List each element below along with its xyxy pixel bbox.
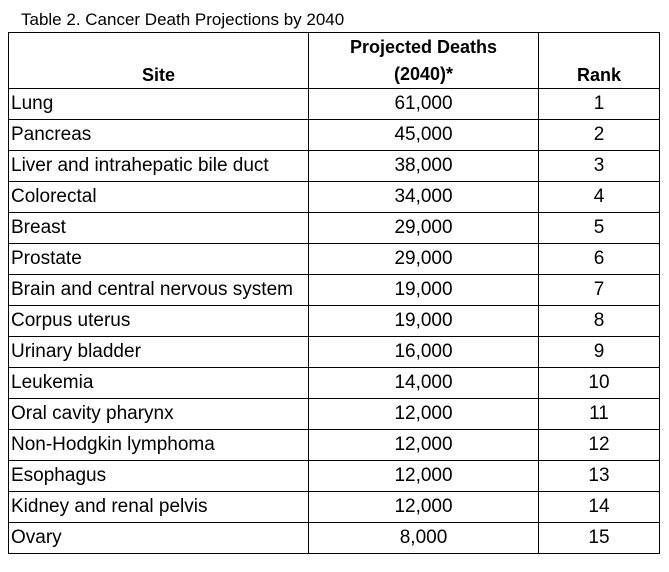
table-row	[9, 151, 660, 182]
table-row	[9, 244, 660, 275]
table-row	[9, 461, 660, 492]
deaths-cell: 45,000	[309, 120, 539, 151]
site-cell: Liver and intrahepatic bile duct	[9, 151, 309, 182]
rank-cell: 3	[539, 151, 660, 182]
rank-cell: 11	[539, 399, 660, 430]
site-cell: Lung	[9, 89, 309, 120]
deaths-cell: 12,000	[309, 399, 539, 430]
site-cell: Corpus uterus	[9, 306, 309, 337]
deaths-cell: 19,000	[309, 275, 539, 306]
rank-cell: 2	[539, 120, 660, 151]
site-cell: Breast	[9, 213, 309, 244]
rank-cell: 9	[539, 337, 660, 368]
table-row	[9, 368, 660, 399]
site-cell: Pancreas	[9, 120, 309, 151]
table-header	[9, 33, 660, 89]
header-rank: Rank	[539, 33, 660, 89]
rank-cell: 6	[539, 244, 660, 275]
header-row	[9, 33, 660, 89]
deaths-cell: 38,000	[309, 151, 539, 182]
table-row	[9, 89, 660, 120]
header-projected-deaths-line2: (2040)*	[393, 64, 454, 84]
table-row	[9, 275, 660, 306]
deaths-cell: 34,000	[309, 182, 539, 213]
site-cell: Prostate	[9, 244, 309, 275]
site-cell: Kidney and renal pelvis	[9, 492, 309, 523]
table-row	[9, 430, 660, 461]
table-row	[9, 523, 660, 554]
deaths-cell: 29,000	[309, 244, 539, 275]
header-projected-deaths	[309, 33, 539, 89]
rank-cell: 5	[539, 213, 660, 244]
rank-cell: 10	[539, 368, 660, 399]
site-cell: Non-Hodgkin lymphoma	[9, 430, 309, 461]
site-cell: Oral cavity pharynx	[9, 399, 309, 430]
deaths-cell: 14,000	[309, 368, 539, 399]
table-row	[9, 120, 660, 151]
table-row	[9, 306, 660, 337]
deaths-cell: 19,000	[309, 306, 539, 337]
deaths-cell: 12,000	[309, 461, 539, 492]
header-projected-deaths-line1: Projected Deaths	[349, 37, 498, 57]
rank-cell: 7	[539, 275, 660, 306]
table-row	[9, 337, 660, 368]
site-cell: Urinary bladder	[9, 337, 309, 368]
deaths-cell: 12,000	[309, 492, 539, 523]
rank-cell: 1	[539, 89, 660, 120]
rank-cell: 13	[539, 461, 660, 492]
header-site: Site	[9, 33, 309, 89]
deaths-cell: 61,000	[309, 89, 539, 120]
site-cell: Ovary	[9, 523, 309, 554]
table-caption: Table 2. Cancer Death Projections by 2040	[21, 10, 345, 29]
site-cell: Leukemia	[9, 368, 309, 399]
deaths-cell: 16,000	[309, 337, 539, 368]
cancer-death-projections-table	[8, 32, 660, 554]
table-body	[9, 89, 660, 554]
table-row	[9, 492, 660, 523]
rank-cell: 12	[539, 430, 660, 461]
site-cell: Esophagus	[9, 461, 309, 492]
site-cell: Brain and central nervous system	[9, 275, 309, 306]
deaths-cell: 29,000	[309, 213, 539, 244]
table-row	[9, 213, 660, 244]
site-cell: Colorectal	[9, 182, 309, 213]
rank-cell: 15	[539, 523, 660, 554]
table-row	[9, 399, 660, 430]
table-row	[9, 182, 660, 213]
rank-cell: 4	[539, 182, 660, 213]
deaths-cell: 12,000	[309, 430, 539, 461]
rank-cell: 8	[539, 306, 660, 337]
rank-cell: 14	[539, 492, 660, 523]
deaths-cell: 8,000	[309, 523, 539, 554]
